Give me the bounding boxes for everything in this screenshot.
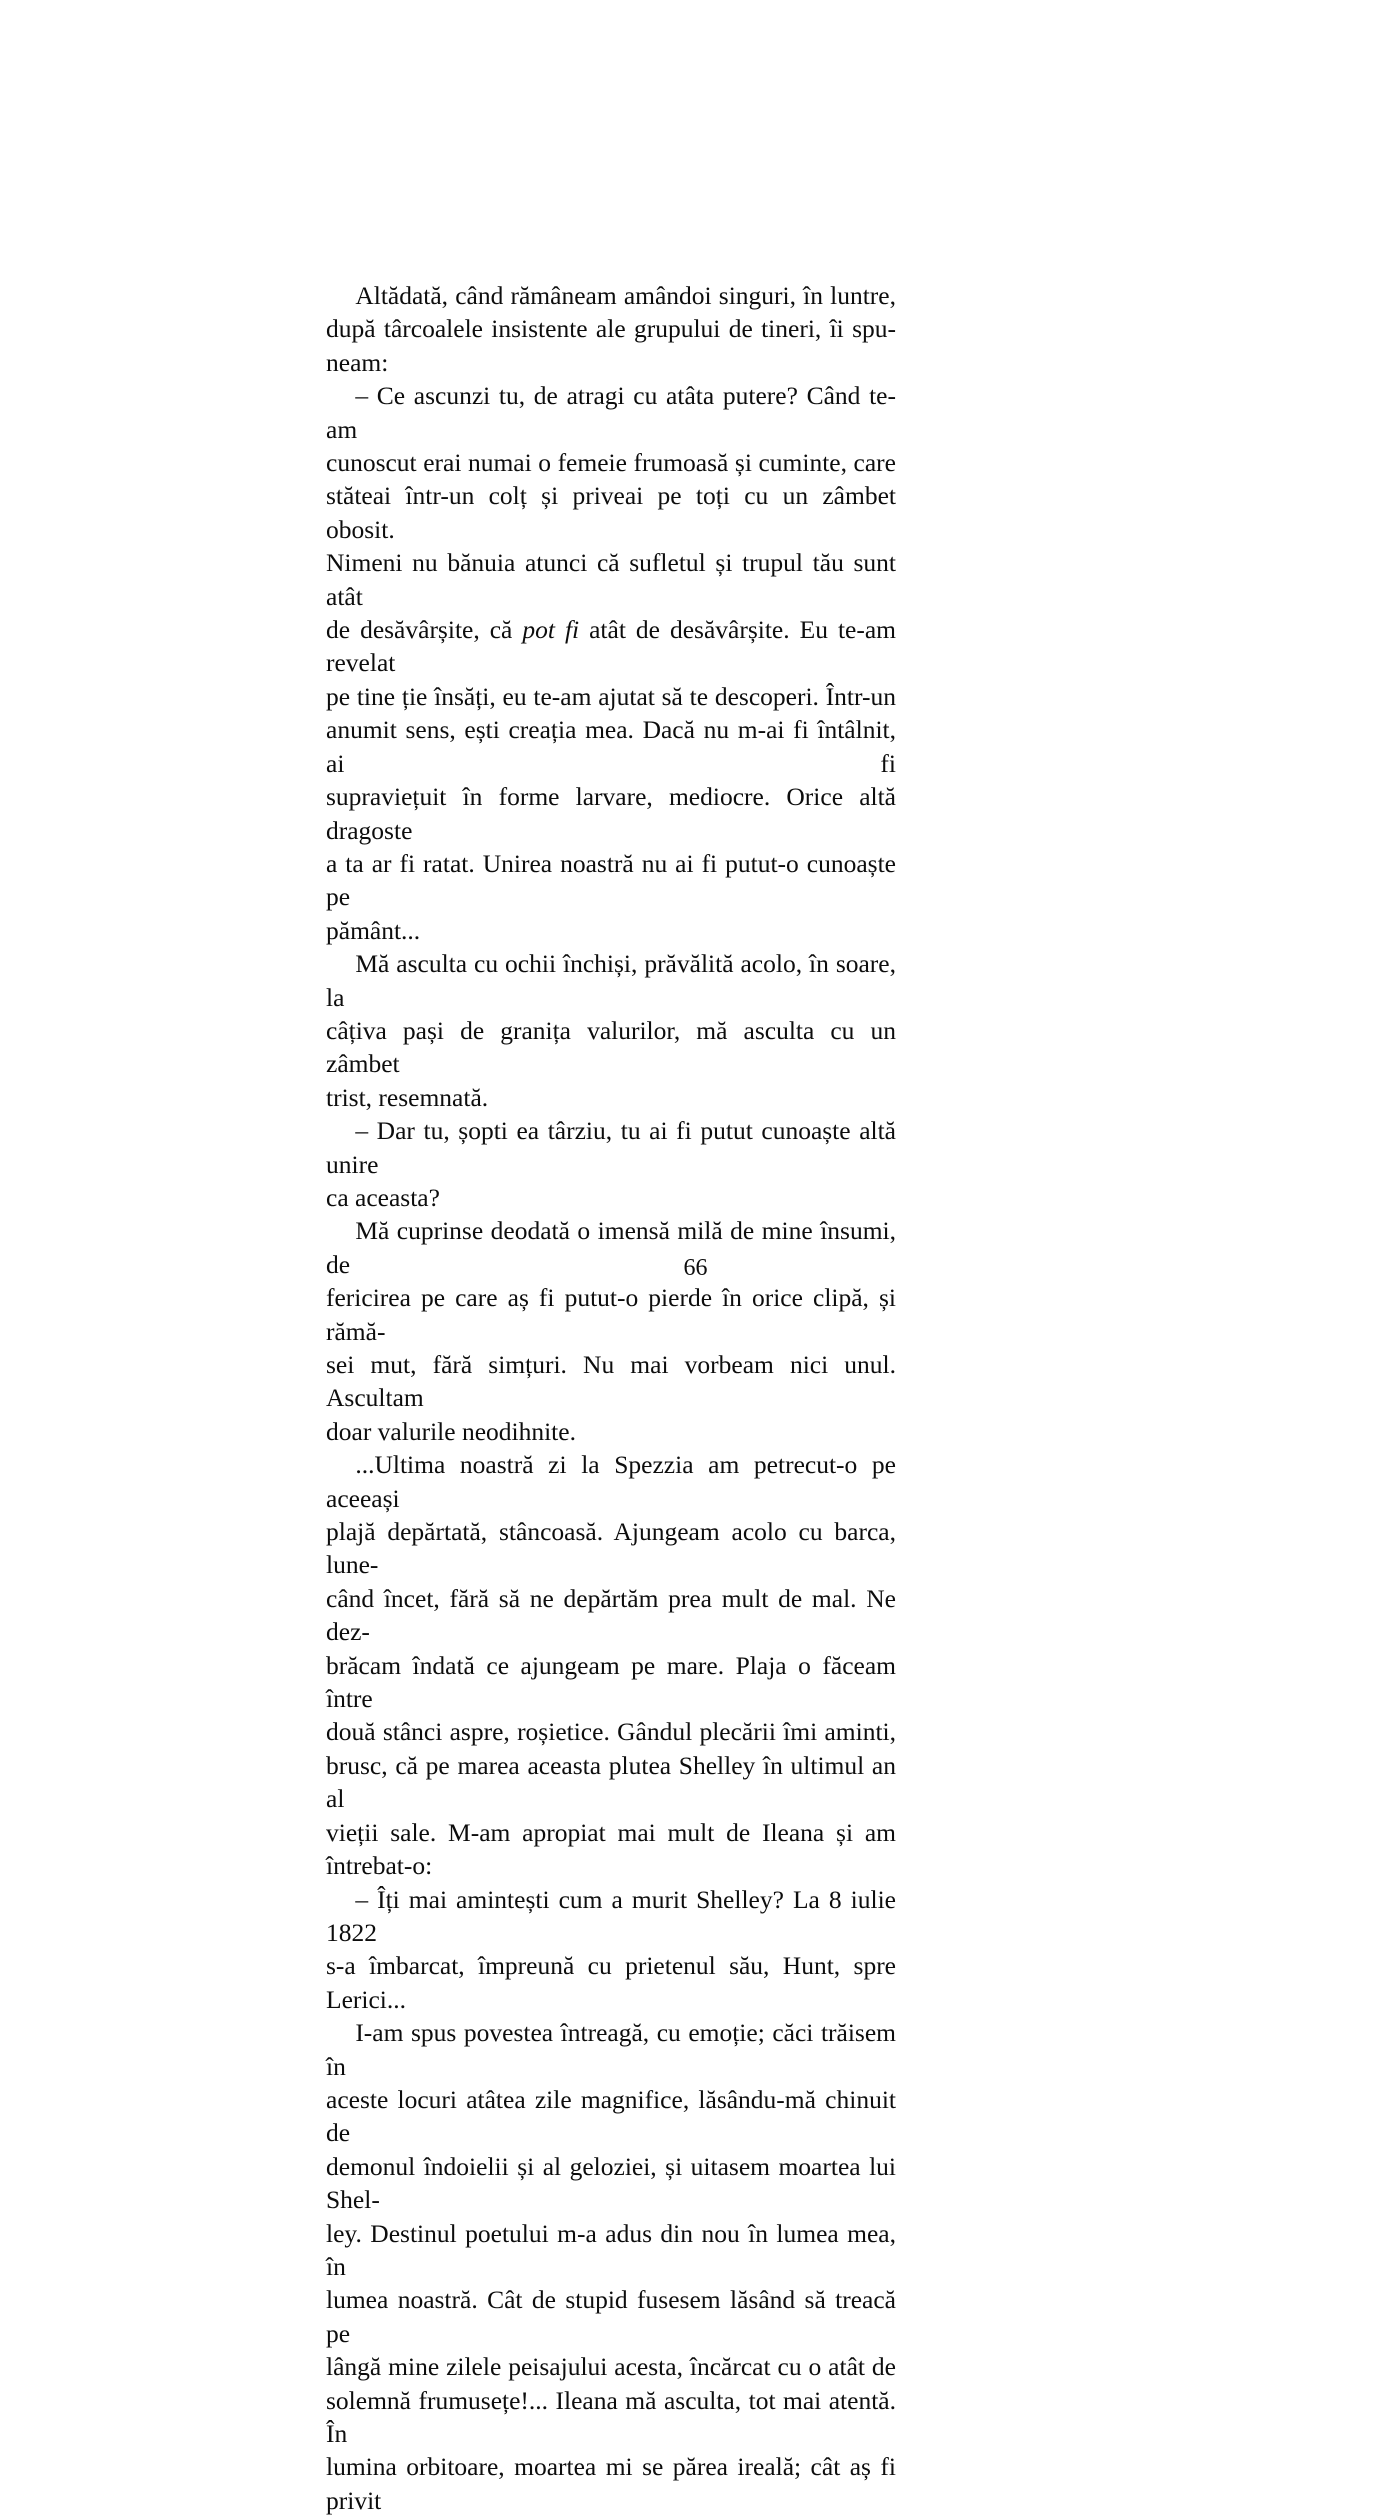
text-line: Mă asculta cu ochii închiși, prăvălită acolo, în soare, la <box>326 949 903 1012</box>
text-line: lumea noastră. Cât de stupid fusesem lăsând să treacă pe <box>326 2285 903 2348</box>
text-line: când încet, fără să ne depărtăm prea mult de mal. Ne dez- <box>326 1583 903 1647</box>
text-line: supraviețuit în forme larvare, mediocre. Orice altă dragoste <box>326 782 903 845</box>
page-number: 66 <box>683 1255 708 1281</box>
text-line: lumina orbitoare, moartea mi se părea ireală; cât aș fi privit <box>326 2452 903 2515</box>
text-line: – Ce ascunzi tu, de atragi cu atâta putere? Când te-am <box>326 381 896 444</box>
text-line: ...Ultima noastră zi la Spezzia am petrecut-o pe aceeași <box>326 1450 903 1513</box>
text-line: solemnă frumusețe!... Ileana mă asculta, tot mai atentă. În <box>326 2385 903 2448</box>
text-line: brăcam îndată ce ajungeam pe mare. Plaja o făceam între <box>326 1650 903 1714</box>
text-line: aceste locuri atâtea zile magnifice, lăsându-mă chinuit de <box>326 2084 903 2148</box>
text-line: I-am spus povestea întreagă, cu emoție; căci trăisem în <box>326 2018 903 2081</box>
text-line: fericirea pe care aș fi putut-o pierde în orice clipă, și rămă- <box>326 1283 903 1346</box>
page-body-text <box>326 279 903 2517</box>
text-line: neam: <box>326 347 389 377</box>
text-line: anumit sens, ești creația mea. Dacă nu m-ai fi întâlnit, ai fi <box>326 715 903 778</box>
text-line: două stânci aspre, roșietice. Gândul plecării îmi aminti, <box>326 1717 896 1747</box>
text-line: a ta ar fi ratat. Unirea noastră nu ai fi putut-o cunoaște pe <box>326 848 903 912</box>
text-line: vieții sale. M-am apropiat mai mult de Ileana și am întrebat-o: <box>326 1817 903 1881</box>
text-line: pământ... <box>326 915 421 945</box>
text-line: Nimeni nu bănuia atunci că sufletul și trupul tău sunt atât <box>326 548 903 611</box>
text-line: Mă cuprinse deodată o imensă milă de mine însumi, de <box>326 1216 903 1279</box>
text-line: lângă mine zilele peisajului acesta, încărcat cu o atât de <box>326 2352 896 2382</box>
text-line: demonul îndoielii și al geloziei, și uitasem moartea lui Shel- <box>326 2151 903 2215</box>
text-line: de desăvârșite, că pot fi atât de desăvârșite. Eu te-am revelat <box>326 615 903 678</box>
text-line: s-a îmbarcat, împreună cu prietenul său, Hunt, spre Lerici... <box>326 1951 903 2014</box>
text-line: cunoscut erai numai o femeie frumoasă și cuminte, care <box>326 448 896 478</box>
text-line: ley. Destinul poetului m-a adus din nou în lumea mea, în <box>326 2218 903 2281</box>
text-line: câțiva pași de granița valurilor, mă asculta cu un zâmbet <box>326 1015 903 1079</box>
text-line: – Îți mai amintești cum a murit Shelley? La 8 iulie 1822 <box>326 1884 903 1947</box>
text-line: plajă depărtată, stâncoasă. Ajungeam acolo cu barca, lune- <box>326 1517 903 1580</box>
text-line: pe tine ție însăți, eu te-am ajutat să te descoperi. Într-un <box>326 681 896 711</box>
text-line: – Dar tu, șopti ea târziu, tu ai fi putut cunoaște altă unire <box>326 1116 903 1179</box>
text-line: ca aceasta? <box>326 1182 440 1212</box>
text-line: doar valurile neodihnite. <box>326 1416 576 1446</box>
text-line: sei mut, fără simțuri. Nu mai vorbeam nici unul. Ascultam <box>326 1350 901 1413</box>
text-line: Altădată, când rămâneam amândoi singuri, în luntre, <box>355 281 896 310</box>
text-line: trist, resemnată. <box>326 1082 489 1112</box>
text-line: după târcoalele insistente ale grupului de tineri, îi spu- <box>326 314 896 344</box>
text-line: brusc, că pe marea aceasta plutea Shelley în ultimul an al <box>326 1750 903 1814</box>
text-line: stăteai într-un colț și priveai pe toți cu un zâmbet obosit. <box>326 481 903 544</box>
italic-emphasis: pot fi <box>522 615 580 645</box>
